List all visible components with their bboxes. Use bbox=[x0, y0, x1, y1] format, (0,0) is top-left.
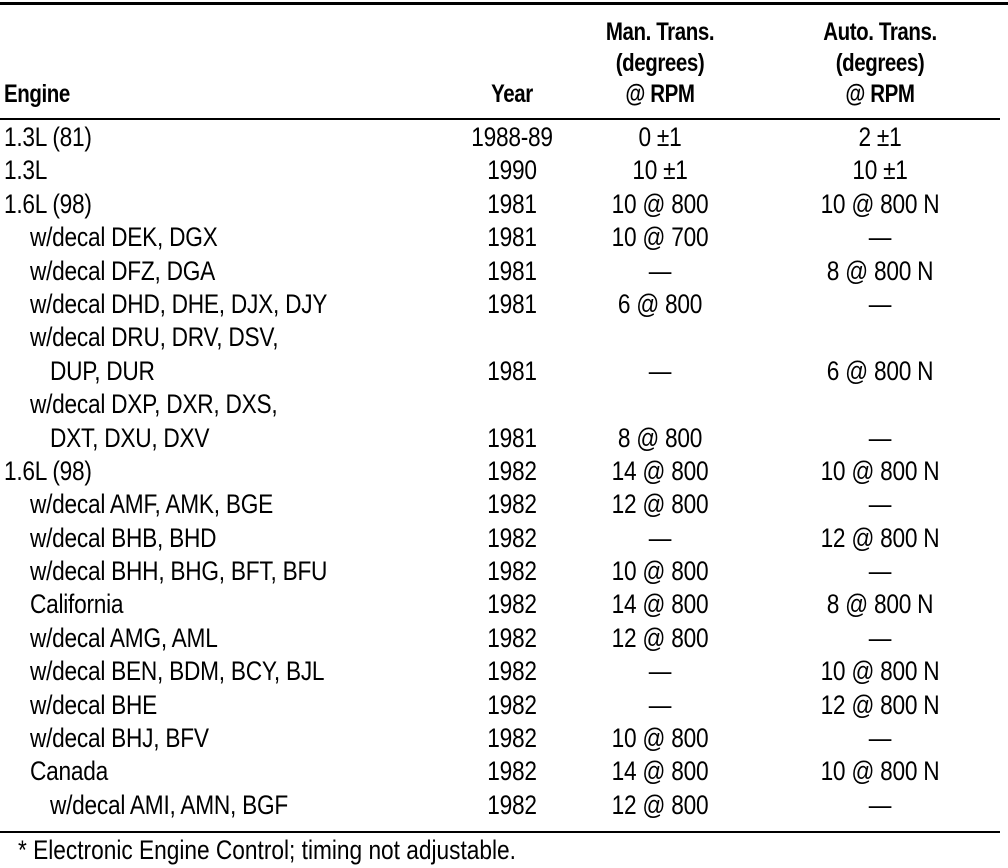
table-row bbox=[0, 255, 1008, 288]
table-row bbox=[0, 188, 1008, 221]
engine-cell: California bbox=[30, 589, 124, 620]
year-cell: 1981 bbox=[487, 188, 537, 219]
engine-cell: 1.6L (98) bbox=[4, 455, 92, 486]
auto-trans-cell: 10 @ 800 N bbox=[820, 455, 940, 486]
manual-trans-cell: 10 ±1 bbox=[632, 155, 688, 186]
year-cell: 1981 bbox=[487, 355, 537, 386]
header-man-line-1: Man. Trans. bbox=[605, 18, 715, 46]
year-cell: 1981 bbox=[487, 422, 537, 453]
header-auto-line-1: Auto. Trans. bbox=[823, 18, 937, 46]
bottom-rule bbox=[0, 831, 1000, 833]
engine-cell: 1.6L (98) bbox=[4, 188, 92, 219]
manual-trans-cell: — bbox=[648, 355, 672, 386]
year-cell: 1982 bbox=[487, 556, 537, 587]
auto-trans-cell: — bbox=[868, 422, 892, 453]
manual-trans-cell: 8 @ 800 bbox=[617, 422, 703, 453]
manual-trans-cell: 12 @ 800 bbox=[611, 489, 709, 520]
table-row bbox=[0, 789, 1008, 822]
table-row bbox=[0, 355, 1008, 388]
year-cell: 1982 bbox=[487, 622, 537, 653]
manual-trans-cell: 14 @ 800 bbox=[611, 589, 709, 620]
manual-trans-cell: — bbox=[648, 689, 672, 720]
footnote: * Electronic Engine Control; timing not adjustable. bbox=[18, 835, 516, 865]
manual-trans-cell: 10 @ 800 bbox=[611, 723, 709, 754]
auto-trans-cell: 10 @ 800 N bbox=[820, 756, 940, 787]
table-row bbox=[0, 722, 1008, 755]
auto-trans-cell: 6 @ 800 N bbox=[826, 355, 934, 386]
engine-cell: w/decal DHD, DHE, DJX, DJY bbox=[30, 288, 328, 319]
table-row bbox=[0, 455, 1008, 488]
auto-trans-cell: — bbox=[868, 222, 892, 253]
engine-cell: w/decal BHH, BHG, BFT, BFU bbox=[30, 556, 328, 587]
engine-cell: w/decal BHB, BHD bbox=[30, 522, 217, 553]
auto-trans-cell: 8 @ 800 N bbox=[826, 255, 934, 286]
year-cell: 1981 bbox=[487, 288, 537, 319]
engine-cell: w/decal AMG, AML bbox=[30, 622, 218, 653]
year-cell: 1982 bbox=[487, 489, 537, 520]
header-year: Year bbox=[491, 80, 533, 108]
manual-trans-cell: 12 @ 800 bbox=[611, 789, 709, 820]
auto-trans-cell: 2 ±1 bbox=[858, 122, 902, 152]
table-row bbox=[0, 388, 1008, 421]
year-cell: 1990 bbox=[487, 155, 537, 186]
header-engine: Engine bbox=[4, 80, 70, 108]
engine-cell: 1.3L bbox=[4, 155, 48, 186]
year-cell: 1982 bbox=[487, 522, 537, 553]
engine-cell: w/decal BHE bbox=[30, 689, 158, 720]
auto-trans-cell: — bbox=[868, 789, 892, 820]
table-row bbox=[0, 689, 1008, 722]
table-row bbox=[0, 121, 1008, 154]
table-row bbox=[0, 154, 1008, 187]
table-row bbox=[0, 555, 1008, 588]
year-cell: 1982 bbox=[487, 723, 537, 754]
engine-cell: w/decal BHJ, BFV bbox=[30, 723, 209, 754]
header-man-line-3: @ RPM bbox=[625, 80, 695, 108]
table-row bbox=[0, 221, 1008, 254]
year-cell: 1982 bbox=[487, 789, 537, 820]
header-automatic-transmission bbox=[814, 17, 945, 110]
manual-trans-cell: 14 @ 800 bbox=[611, 756, 709, 787]
auto-trans-cell: — bbox=[868, 556, 892, 587]
manual-trans-cell: 10 @ 800 bbox=[611, 556, 709, 587]
year-cell: 1982 bbox=[487, 689, 537, 720]
engine-cell: DUP, DUR bbox=[50, 355, 155, 386]
auto-trans-cell: — bbox=[868, 288, 892, 319]
auto-trans-cell: 12 @ 800 N bbox=[820, 522, 940, 553]
auto-trans-cell: 10 @ 800 N bbox=[820, 656, 940, 687]
table-row bbox=[0, 522, 1008, 555]
manual-trans-cell: 12 @ 800 bbox=[611, 622, 709, 653]
header-auto-line-3: @ RPM bbox=[845, 80, 915, 108]
table-row bbox=[0, 488, 1008, 521]
manual-trans-cell: 14 @ 800 bbox=[611, 455, 709, 486]
manual-trans-cell: 10 @ 700 bbox=[611, 222, 709, 253]
header-auto-line-2: (degrees) bbox=[835, 49, 925, 77]
engine-cell: Canada bbox=[30, 756, 108, 787]
table-row bbox=[0, 422, 1008, 455]
year-cell: 1981 bbox=[487, 255, 537, 286]
table-body bbox=[0, 121, 1008, 822]
year-cell: 1982 bbox=[487, 455, 537, 486]
year-cell: 1982 bbox=[487, 756, 537, 787]
manual-trans-cell: — bbox=[648, 656, 672, 687]
table-row bbox=[0, 755, 1008, 788]
auto-trans-cell: 10 ±1 bbox=[852, 155, 908, 186]
auto-trans-cell: — bbox=[868, 723, 892, 754]
auto-trans-cell: 8 @ 800 N bbox=[826, 589, 934, 620]
year-cell: 1982 bbox=[487, 656, 537, 687]
auto-trans-cell: 10 @ 800 N bbox=[820, 188, 940, 219]
header-rule bbox=[0, 118, 1000, 120]
engine-cell: w/decal DRU, DRV, DSV, bbox=[30, 322, 279, 353]
year-cell: 1982 bbox=[487, 589, 537, 620]
year-cell: 1988-89 bbox=[471, 122, 553, 152]
auto-trans-cell: 12 @ 800 N bbox=[820, 689, 940, 720]
manual-trans-cell: 6 @ 800 bbox=[617, 288, 703, 319]
manual-trans-cell: — bbox=[648, 255, 672, 286]
engine-cell: w/decal BEN, BDM, BCY, BJL bbox=[30, 656, 325, 687]
engine-cell: w/decal AMF, AMK, BGE bbox=[30, 489, 274, 520]
table-row bbox=[0, 655, 1008, 688]
engine-cell: w/decal DEK, DGX bbox=[30, 222, 218, 253]
year-cell: 1981 bbox=[487, 222, 537, 253]
auto-trans-cell: — bbox=[868, 622, 892, 653]
engine-cell: w/decal AMI, AMN, BGF bbox=[50, 789, 288, 820]
header-man-line-2: (degrees) bbox=[615, 49, 705, 77]
table-row bbox=[0, 622, 1008, 655]
engine-cell: w/decal DXP, DXR, DXS, bbox=[30, 389, 278, 420]
manual-trans-cell: 0 ±1 bbox=[638, 122, 682, 152]
manual-trans-cell: — bbox=[648, 522, 672, 553]
table-row bbox=[0, 588, 1008, 621]
engine-cell: w/decal DFZ, DGA bbox=[30, 255, 216, 286]
engine-cell: DXT, DXU, DXV bbox=[50, 422, 210, 453]
table-row bbox=[0, 321, 1008, 354]
auto-trans-cell: — bbox=[868, 489, 892, 520]
manual-trans-cell: 10 @ 800 bbox=[611, 188, 709, 219]
table-row bbox=[0, 288, 1008, 321]
top-rule bbox=[0, 2, 1008, 5]
header-manual-transmission bbox=[594, 17, 725, 110]
engine-cell: 1.3L (81) bbox=[4, 122, 92, 152]
